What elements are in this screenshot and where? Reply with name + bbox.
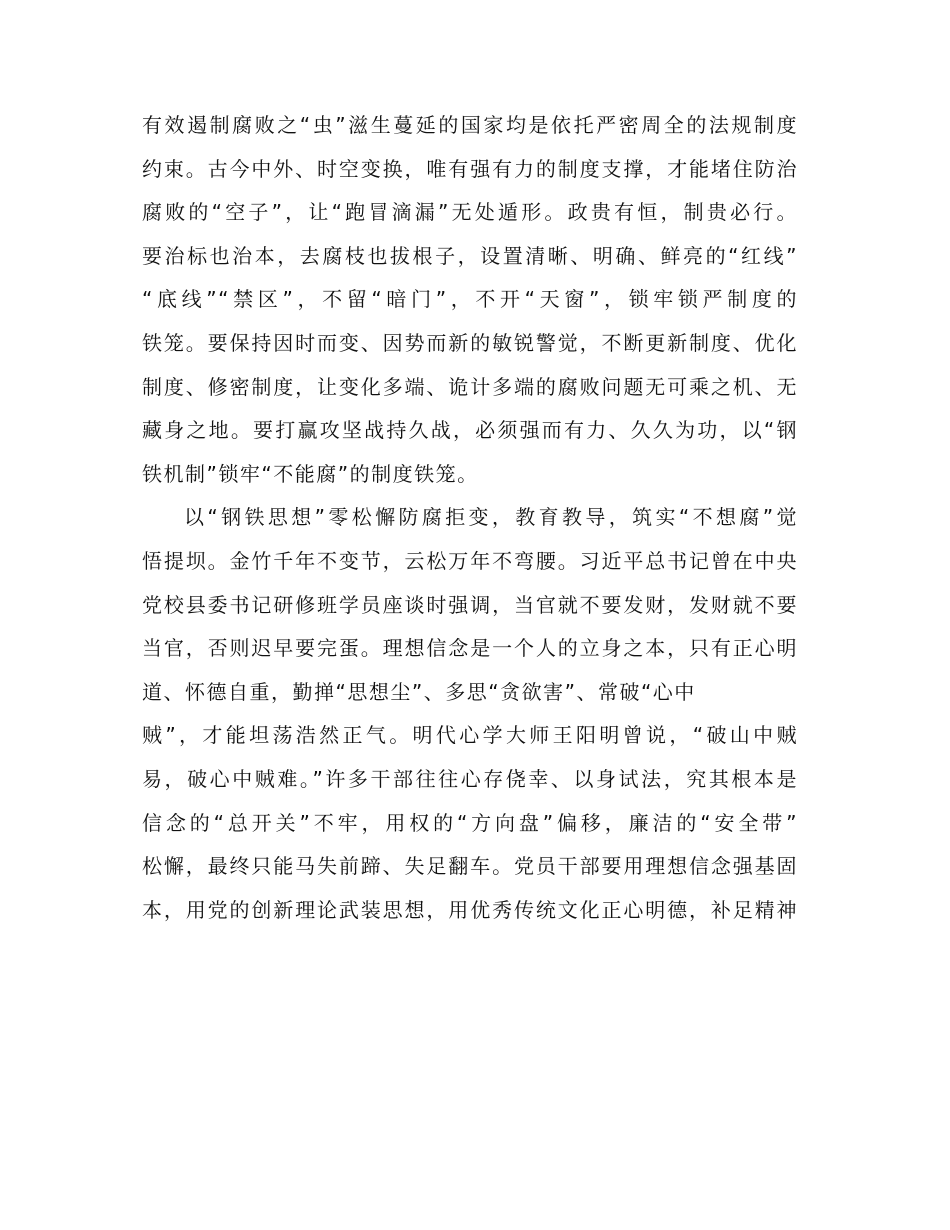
paragraph-2-line: 贼”，才能坦荡浩然正气。明代心学大师王阳明曾说，“破山中贼 xyxy=(142,723,798,748)
paragraph-1-line: 腐败的“空子”，让“跑冒滴漏”无处遁形。政贵有恒，制贵必行。 xyxy=(142,200,798,225)
paragraph-2-line: 以“钢铁思想”零松懈防腐拒变，教育教导，筑实“不想腐”觉 xyxy=(184,505,798,530)
paragraph-1-line: “底线”“禁区”，不留“暗门”，不开“天窗”，锁牢锁严制度的 xyxy=(142,287,798,312)
paragraph-1-line: 制度、修密制度，让变化多端、诡计多端的腐败问题无可乘之机、无 xyxy=(142,374,798,399)
paragraph-2-line: 道、怀德自重，勤掸“思想尘”、多思“贪欲害”、常破“心中 xyxy=(142,679,696,704)
paragraph-1-line: 约束。古今中外、时空变换，唯有强有力的制度支撑，才能堵住防治 xyxy=(142,156,798,181)
paragraph-2-line: 党校县委书记研修班学员座谈时强调，当官就不要发财，发财就不要 xyxy=(142,592,798,617)
paragraph-1-line: 铁机制”锁牢“不能腐”的制度铁笼。 xyxy=(142,461,479,486)
paragraph-1-line: 藏身之地。要打赢攻坚战持久战，必须强而有力、久久为功，以“钢 xyxy=(142,418,798,443)
paragraph-1-line: 铁笼。要保持因时而变、因势而新的敏锐警觉，不断更新制度、优化 xyxy=(142,330,798,355)
paragraph-2-line: 易，破心中贼难。”许多干部往往心存侥幸、以身试法，究其根本是 xyxy=(142,766,798,791)
body-text xyxy=(142,104,798,932)
paragraph-1-line: 要治标也治本，去腐枝也拔根子，设置清晰、明确、鲜亮的“红线” xyxy=(142,243,798,268)
paragraph-2-line: 信念的“总开关”不牢，用权的“方向盘”偏移，廉洁的“安全带” xyxy=(142,810,798,835)
paragraph-2-line: 本，用党的创新理论武装思想，用优秀传统文化正心明德，补足精神 xyxy=(142,897,798,922)
paragraph-2-line: 当官，否则迟早要完蛋。理想信念是一个人的立身之本，只有正心明 xyxy=(142,636,798,661)
paragraph-2-line: 悟提坝。金竹千年不变节，云松万年不弯腰。习近平总书记曾在中央 xyxy=(142,548,798,573)
paragraph-1-line: 有效遏制腐败之“虫”滋生蔓延的国家均是依托严密周全的法规制度 xyxy=(142,113,798,137)
paragraph-2-line: 松懈，最终只能马失前蹄、失足翻车。党员干部要用理想信念强基固 xyxy=(142,854,798,879)
